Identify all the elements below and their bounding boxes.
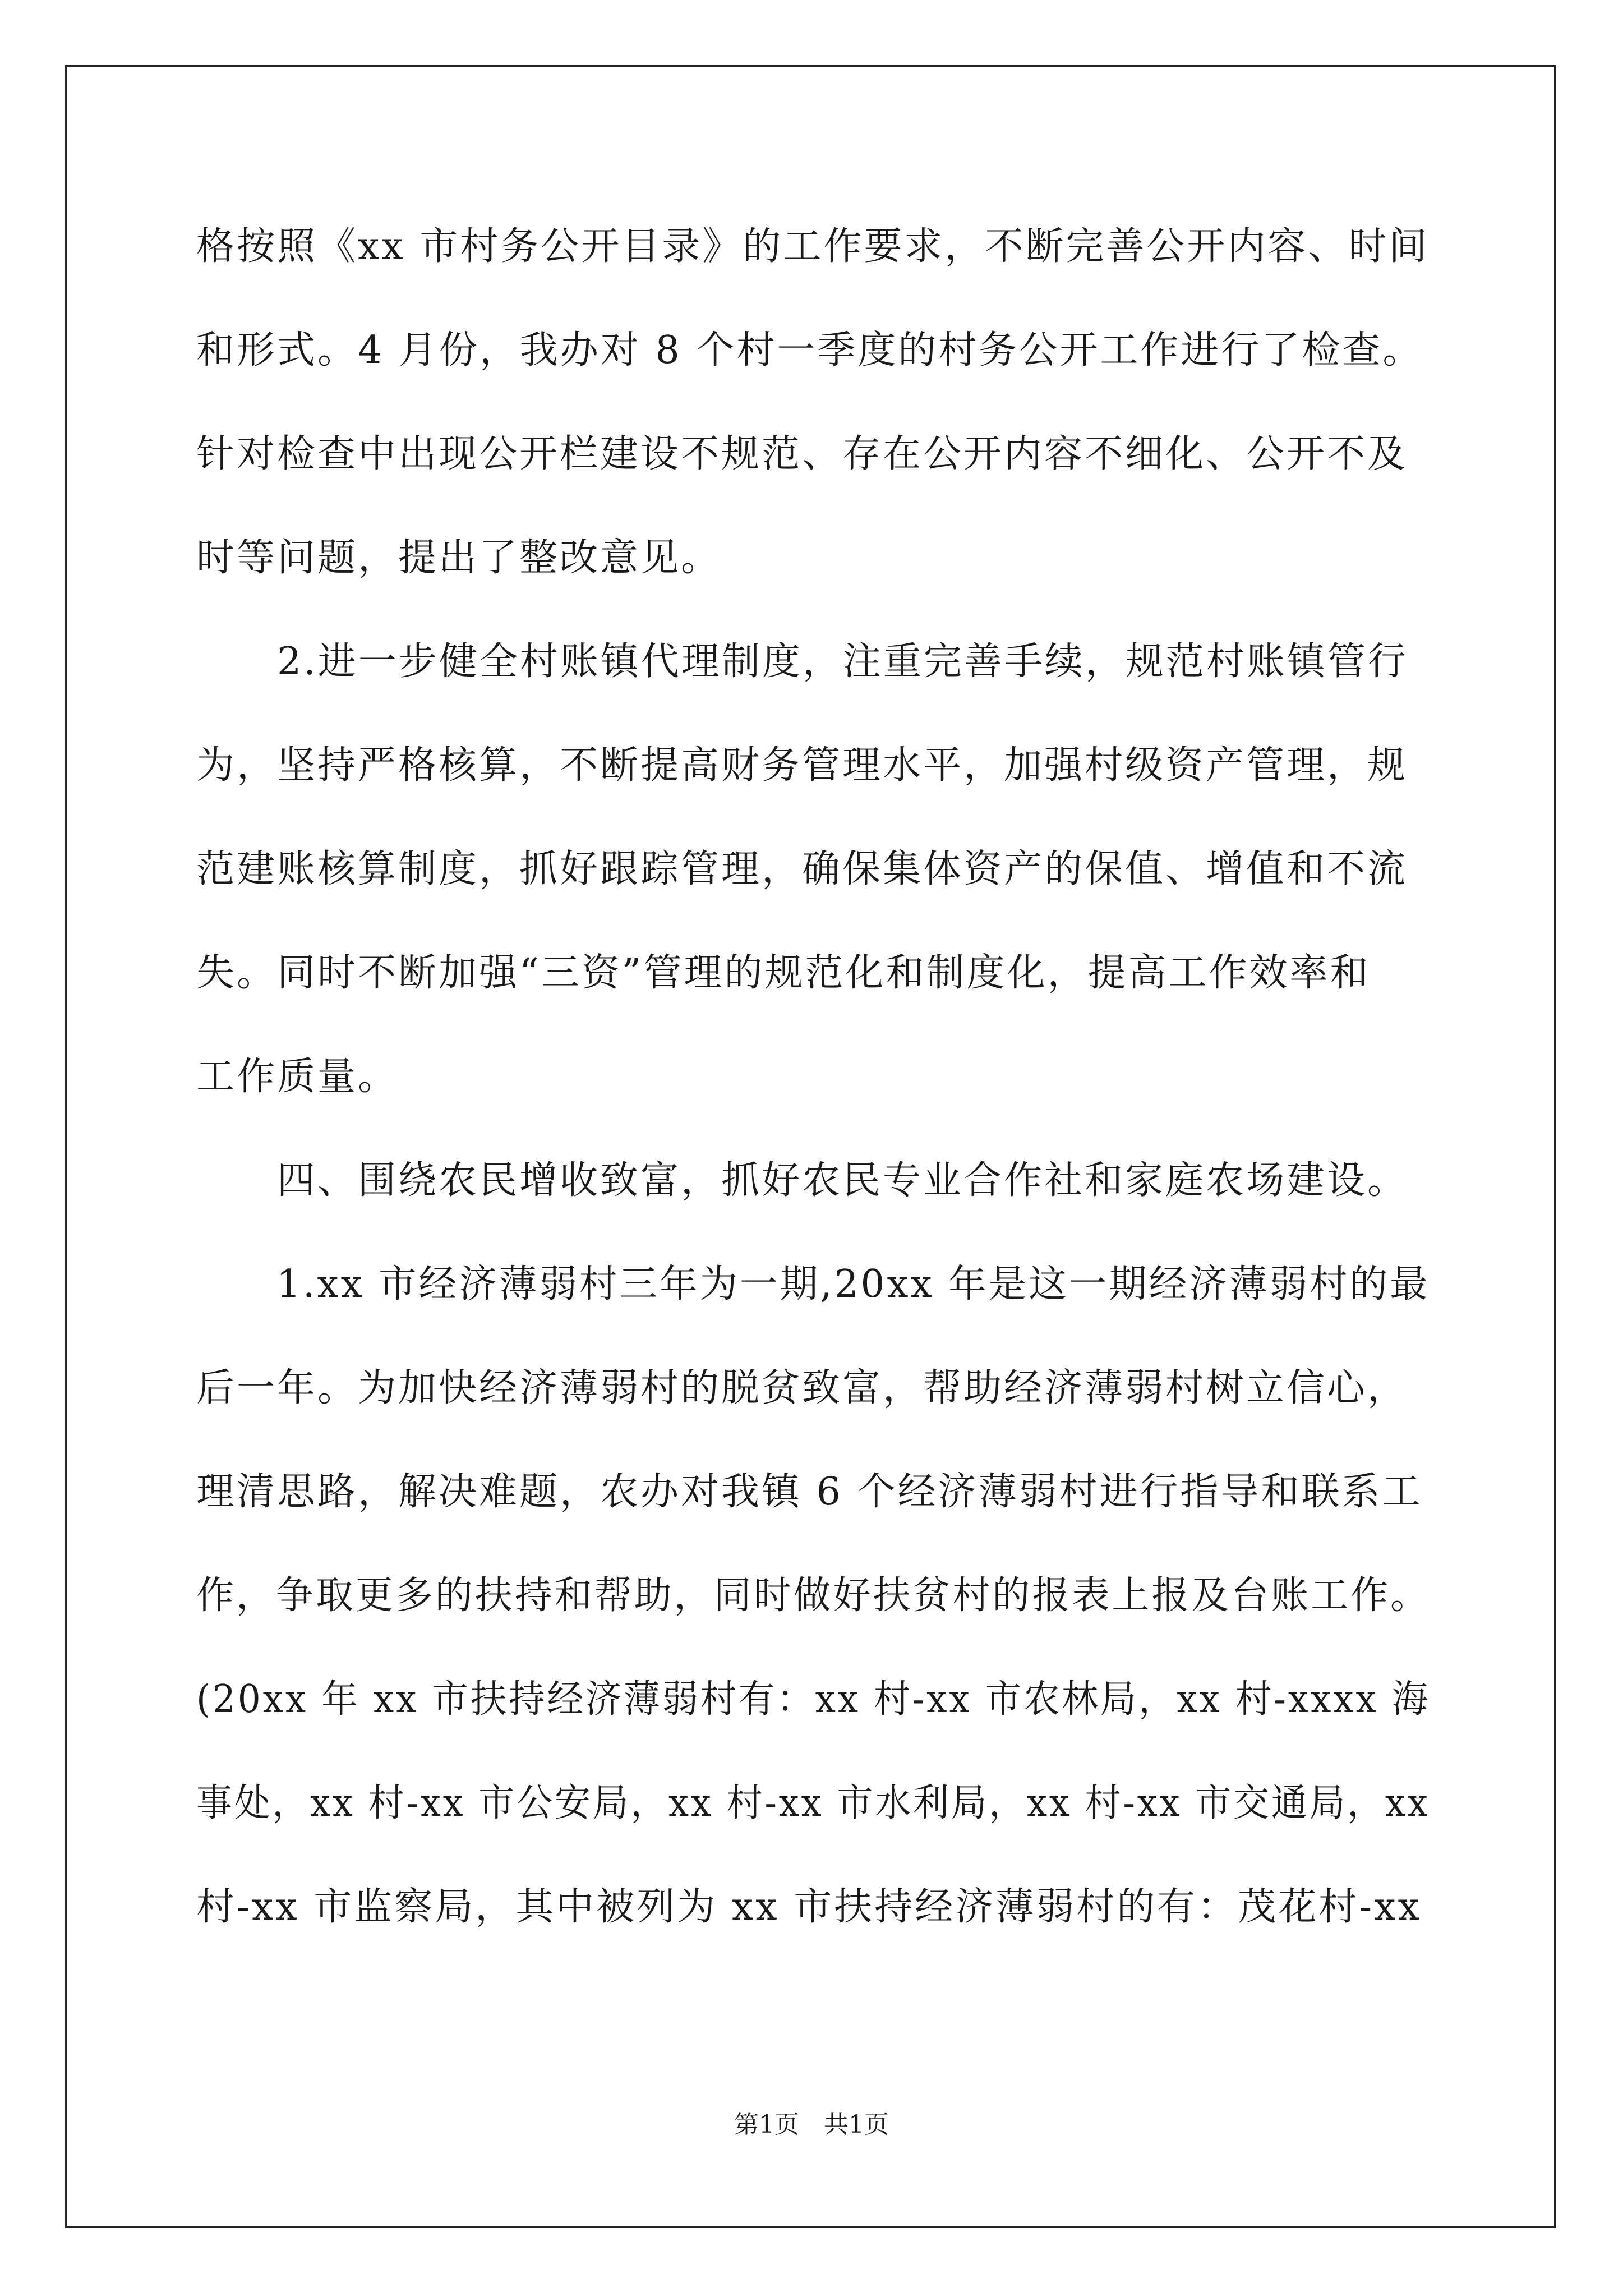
text-line: 工作质量。 [196, 1055, 399, 1099]
text-line: 为，坚持严格核算，不断提高财务管理水平，加强村级资产管理，规 [196, 743, 1408, 788]
page-footer: 第1页 共1页 [734, 2110, 889, 2139]
text-line: 2.进一步健全村账镇代理制度，注重完善手续，规范村账镇管行 [196, 639, 1408, 684]
text-line: 1.xx 市经济薄弱村三年为一期,20xx 年是这一期经济薄弱村的最 [196, 1262, 1430, 1306]
text-line: 事处，xx 村-xx 市公安局，xx 村-xx 市水利局，xx 村-xx 市交通局，xx [196, 1781, 1430, 1825]
text-line: 失。同时不断加强“三资”管理的规范化和制度化，提高工作效率和 [196, 951, 1371, 995]
text-line: 四、围绕农民增收致富，抓好农民专业合作社和家庭农场建设。 [196, 1158, 1408, 1203]
text-line: 后一年。为加快经济薄弱村的脱贫致富，帮助经济薄弱村树立信心， [196, 1366, 1408, 1410]
text-line: 范建账核算制度，抓好跟踪管理，确保集体资产的保值、增值和不流 [196, 847, 1408, 891]
text-line: (20xx 年 xx 市扶持经济薄弱村有：xx 村-xx 市农林局，xx 村-xxxx 海 [196, 1677, 1431, 1722]
text-line: 时等问题，提出了整改意见。 [196, 536, 722, 580]
text-line: 作，争取更多的扶持和帮助，同时做好扶贫村的报表上报及台账工作。 [196, 1573, 1431, 1618]
text-line: 村-xx 市监察局，其中被列为 xx 市扶持经济薄弱村的有：茂花村-xx [196, 1885, 1422, 1929]
text-line: 针对检查中出现公开栏建设不规范、存在公开内容不细化、公开不及 [196, 432, 1408, 476]
text-line: 格按照《xx 市村务公开目录》的工作要求，不断完善公开内容、时间 [196, 224, 1430, 269]
text-line: 理清思路，解决难题，农办对我镇 6 个经济薄弱村进行指导和联系工 [196, 1470, 1423, 1514]
text-line: 和形式。4 月份，我办对 8 个村一季度的村务公开工作进行了检查。 [196, 328, 1423, 372]
